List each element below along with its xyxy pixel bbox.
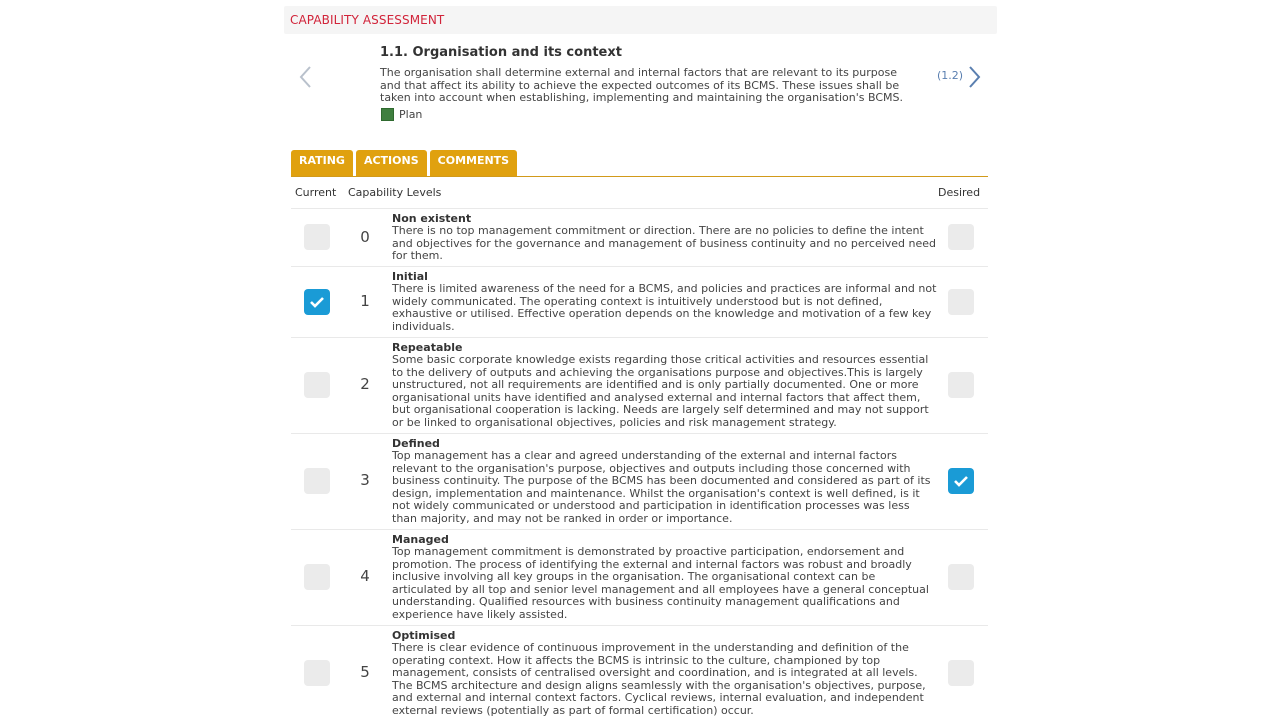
level-number: 1 (360, 292, 370, 310)
capability-row-2 (291, 337, 988, 433)
level-description: There is no top management commitment or direction. There are no policies to define the intent and objectives for the governance and management of business continuity and no perceived need for them. (392, 224, 937, 263)
desired-checkbox-1[interactable] (948, 289, 974, 315)
assessment-tabs (291, 150, 517, 176)
next-requirement-button[interactable] (964, 64, 984, 90)
level-title: Repeatable (392, 341, 463, 354)
capability-row-0 (291, 208, 988, 266)
level-description: There is clear evidence of continuous improvement in the understanding and definition of the operating context. How it affects the BCMS is intrinsic to the culture, championed by top management, consists of centralised oversight and coordination, and is integrated at all levels. The BCMS architecture and design aligns seamlessly with the organisation's objectives, purpose, and external and internal context factors. Cyclical reviews, internal evaluation, and independent external reviews (potentially as part of formal certification) occur. (392, 641, 926, 717)
level-description: There is limited awareness of the need for a BCMS, and policies and practices are informal and not widely communicated. The operating context is intuitively understood but is not defined, exhaustive or utilised. Effective operation depends on the knowledge and motivation of a few key individuals. (392, 282, 937, 333)
current-checkbox-0[interactable] (304, 224, 330, 250)
tab-divider (291, 176, 988, 177)
level-title: Non existent (392, 212, 472, 225)
previous-requirement-button[interactable] (296, 64, 316, 90)
capability-row-4 (291, 529, 988, 625)
checkmark-icon (309, 294, 325, 310)
level-description: Top management has a clear and agreed understanding of the external and internal factors relevant to the organisation's purpose, objectives and outputs including those concerned with business continuity. The purpose of the BCMS has been documented and considered as part of its design, implementation and maintenance. Whilst the organisation's context is well defined, is it not widely communicated or understood and participation in identification processes was less than majority, and may not be ranked in order or importance. (392, 449, 931, 525)
phase-color-swatch (381, 108, 394, 121)
level-number: 0 (360, 228, 370, 246)
requirement-description: The organisation shall determine external and internal factors that are relevant to its purpose and that affect its ability to achieve the expected outcomes of its BCMS. These issues shall be taken into account when establishing, implementing and maintaining the organisation's BCMS. (380, 66, 903, 105)
checkmark-icon (953, 473, 969, 489)
column-header-current: Current (295, 186, 337, 199)
current-checkbox-3[interactable] (304, 468, 330, 494)
capability-row-3 (291, 433, 988, 529)
page-title: CAPABILITY ASSESSMENT (290, 13, 445, 27)
assessment-header (284, 6, 997, 34)
level-description: Some basic corporate knowledge exists regarding those critical activities and resources essential to the delivery of outputs and achieving the organisations purpose and objectives.This is largely unstructured, not all requirements are identified and is only partially documented. One or more organisational units have identified and analysed external and internal factors that affect them, but organisational cooperation is lacking. Needs are largely self determined and may not support or be linked to organisational objectives, policies and risk management strategy. (392, 353, 929, 429)
desired-checkbox-2[interactable] (948, 372, 974, 398)
level-title: Defined (392, 437, 440, 450)
column-header-levels: Capability Levels (348, 186, 442, 199)
desired-checkbox-3[interactable] (948, 468, 974, 494)
level-title: Managed (392, 533, 449, 546)
current-checkbox-1[interactable] (304, 289, 330, 315)
requirement-title: 1.1. Organisation and its context (380, 45, 622, 60)
desired-checkbox-0[interactable] (948, 224, 974, 250)
capability-row-5 (291, 625, 988, 721)
level-title: Initial (392, 270, 428, 283)
tab-rating[interactable]: RATING (291, 150, 353, 176)
current-checkbox-2[interactable] (304, 372, 330, 398)
tab-comments[interactable]: COMMENTS (430, 150, 517, 176)
level-number: 2 (360, 375, 370, 393)
column-header-desired: Desired (938, 186, 981, 199)
level-title: Optimised (392, 629, 456, 642)
level-number: 4 (360, 567, 370, 585)
chevron-left-icon (296, 64, 316, 90)
level-number: 5 (360, 663, 370, 681)
desired-checkbox-5[interactable] (948, 660, 974, 686)
phase-label: Plan (399, 108, 423, 121)
chevron-right-icon (964, 64, 984, 90)
level-description: Top management commitment is demonstrated by proactive participation, endorsement and promotion. The process of identifying the external and internal factors was robust and broadly inclusive involving all key groups in the organisation. The organisational context can be articulated by all top and senior level management and all employees have a general conceptual understanding. Qualified resources with business continuity management qualifications and experience have likely assisted. (392, 545, 929, 621)
current-checkbox-5[interactable] (304, 660, 330, 686)
current-checkbox-4[interactable] (304, 564, 330, 590)
next-requirement-ref[interactable]: (1.2) (937, 69, 964, 82)
requirement-phase-tag (381, 108, 422, 121)
level-number: 3 (360, 471, 370, 489)
capability-row-1 (291, 266, 988, 337)
desired-checkbox-4[interactable] (948, 564, 974, 590)
tab-actions[interactable]: ACTIONS (356, 150, 427, 176)
